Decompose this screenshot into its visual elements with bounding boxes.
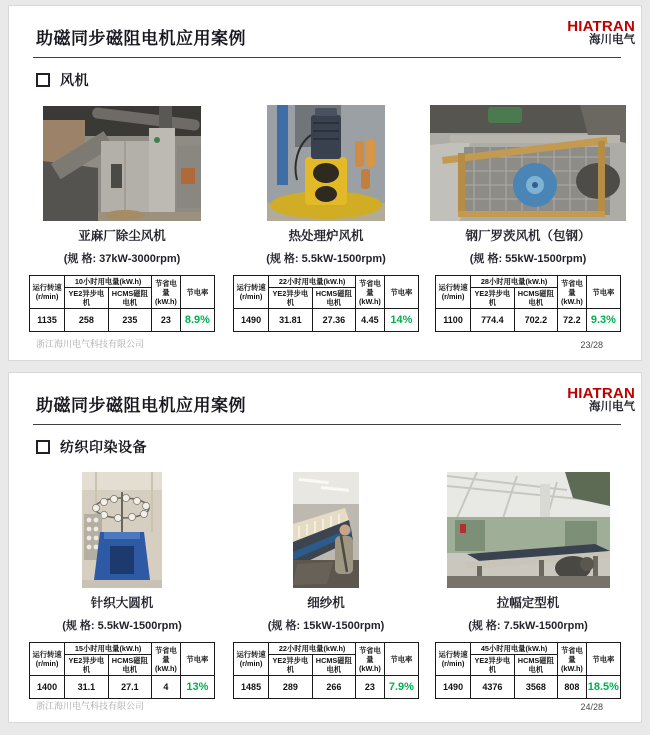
td-rate: 13%	[180, 676, 214, 699]
section-label: 纺织印染设备	[60, 439, 147, 455]
th-hcms: HCMS磁阻电机	[514, 288, 557, 309]
td-rate: 8.9%	[180, 309, 214, 332]
td-hcms: 27.36	[312, 309, 355, 332]
logo-brand-cn-text: 海川电气	[589, 34, 635, 46]
td-ye2: 774.4	[471, 309, 514, 332]
td-rate: 14%	[384, 309, 418, 332]
th-hcms: HCMS磁阻电机	[514, 655, 557, 676]
th-hcms: HCMS磁阻电机	[312, 655, 355, 676]
td-speed: 1485	[234, 676, 269, 699]
section-header	[36, 437, 147, 457]
case-column	[225, 102, 427, 332]
td-saving: 72.2	[558, 309, 587, 332]
case-spec: (规 格: 55kW-1500rpm)	[469, 253, 587, 265]
th-usage: 22小时用电量(kW.h)	[269, 276, 356, 288]
th-saving: 节省电量 (kW.h)	[356, 276, 385, 309]
td-speed: 1400	[30, 676, 65, 699]
td-speed: 1490	[234, 309, 269, 332]
th-usage: 22小时用电量(kW.h)	[269, 643, 356, 655]
footer-page-number: 23/28	[580, 340, 603, 350]
th-hcms: HCMS磁阻电机	[312, 288, 355, 309]
photo-roots-blower	[430, 105, 626, 221]
case-caption: 热处理炉风机	[288, 229, 364, 243]
th-ye2: YE2异步电机	[65, 288, 108, 309]
slide-title: 助磁同步磁阻电机应用案例	[36, 396, 246, 415]
case-caption: 拉幅定型机	[496, 596, 560, 610]
photo-box	[82, 469, 162, 591]
slide-title: 助磁同步磁阻电机应用案例	[36, 29, 246, 48]
photo-spinning-machine	[293, 472, 359, 588]
photo-furnace-fan	[267, 105, 385, 221]
th-rate: 节电率	[180, 643, 214, 676]
photo-box	[430, 102, 626, 224]
td-saving: 4.45	[356, 309, 385, 332]
th-speed: 运行转速 (r/min)	[30, 276, 65, 309]
th-hcms: HCMS磁阻电机	[108, 655, 151, 676]
th-usage: 15小时用电量(kW.h)	[65, 643, 152, 655]
td-ye2: 289	[269, 676, 312, 699]
case-spec: (规 格: 5.5kW-1500rpm)	[266, 253, 386, 265]
th-ye2: YE2异步电机	[269, 288, 312, 309]
photo-flax-dust-fan	[43, 106, 201, 221]
photo-box	[293, 469, 359, 591]
td-saving: 808	[558, 676, 587, 699]
case-spec: (规 格: 5.5kW-1500rpm)	[62, 620, 182, 632]
slide-textile	[8, 372, 642, 723]
square-bullet-icon	[36, 73, 50, 87]
td-hcms: 702.2	[514, 309, 557, 332]
energy-saving-table	[29, 642, 215, 699]
case-column	[429, 469, 627, 699]
th-saving: 节省电量 (kW.h)	[152, 643, 181, 676]
td-saving: 23	[356, 676, 385, 699]
case-caption: 亚麻厂除尘风机	[78, 229, 166, 243]
photo-circular-knitting-machine	[82, 472, 162, 588]
company-logo	[567, 386, 635, 414]
th-rate: 节电率	[586, 643, 620, 676]
footer-page-number: 24/28	[580, 702, 603, 712]
th-ye2: YE2异步电机	[471, 655, 514, 676]
th-hcms: HCMS磁阻电机	[108, 288, 151, 309]
case-spec: (规 格: 7.5kW-1500rpm)	[468, 620, 588, 632]
energy-saving-table	[233, 275, 419, 332]
th-ye2: YE2异步电机	[65, 655, 108, 676]
photo-box	[447, 469, 610, 591]
footer-company: 浙江海川电气科技有限公司	[36, 701, 145, 711]
slide-fans	[8, 5, 642, 361]
company-logo	[567, 19, 635, 47]
th-rate: 节电率	[586, 276, 620, 309]
td-rate: 18.5%	[586, 676, 620, 699]
th-speed: 运行转速 (r/min)	[234, 276, 269, 309]
case-spec: (规 格: 15kW-1500rpm)	[267, 620, 385, 632]
th-usage: 10小时用电量(kW.h)	[65, 276, 152, 288]
section-label: 风机	[60, 72, 89, 88]
td-saving: 23	[152, 309, 181, 332]
square-bullet-icon	[36, 440, 50, 454]
energy-saving-table	[435, 642, 621, 699]
th-rate: 节电率	[180, 276, 214, 309]
td-speed: 1100	[436, 309, 471, 332]
logo-brand-cn-text: 海川电气	[589, 401, 635, 413]
case-caption: 针织大圆机	[90, 596, 154, 610]
case-column	[429, 102, 627, 332]
td-speed: 1135	[30, 309, 65, 332]
th-ye2: YE2异步电机	[471, 288, 514, 309]
photo-box	[43, 102, 201, 224]
section-header	[36, 70, 89, 90]
case-caption: 钢厂罗茨风机（包钢）	[465, 229, 591, 243]
th-saving: 节省电量 (kW.h)	[558, 643, 587, 676]
td-ye2: 4376	[471, 676, 514, 699]
td-hcms: 3568	[514, 676, 557, 699]
title-divider	[33, 57, 621, 58]
td-hcms: 266	[312, 676, 355, 699]
th-rate: 节电率	[384, 643, 418, 676]
th-speed: 运行转速 (r/min)	[30, 643, 65, 676]
case-column	[23, 102, 221, 332]
td-ye2: 31.1	[65, 676, 108, 699]
th-ye2: YE2异步电机	[269, 655, 312, 676]
th-speed: 运行转速 (r/min)	[436, 276, 471, 309]
th-speed: 运行转速 (r/min)	[436, 643, 471, 676]
footer-company: 浙江海川电气科技有限公司	[36, 339, 145, 349]
logo-brand-text: HIATRAN	[567, 18, 635, 35]
td-hcms: 235	[108, 309, 151, 332]
td-rate: 7.9%	[384, 676, 418, 699]
energy-saving-table	[233, 642, 419, 699]
th-usage: 28小时用电量(kW.h)	[471, 276, 558, 288]
th-saving: 节省电量 (kW.h)	[558, 276, 587, 309]
td-hcms: 27.1	[108, 676, 151, 699]
case-column	[23, 469, 221, 699]
title-divider	[33, 424, 621, 425]
energy-saving-table	[435, 275, 621, 332]
case-spec: (规 格: 37kW-3000rpm)	[63, 253, 181, 265]
td-ye2: 258	[65, 309, 108, 332]
photo-stenter-machine	[447, 472, 610, 588]
th-saving: 节省电量 (kW.h)	[152, 276, 181, 309]
case-caption: 细纱机	[307, 596, 345, 610]
th-rate: 节电率	[384, 276, 418, 309]
th-saving: 节省电量 (kW.h)	[356, 643, 385, 676]
td-ye2: 31.81	[269, 309, 312, 332]
logo-brand-text: HIATRAN	[567, 385, 635, 402]
td-rate: 9.3%	[586, 309, 620, 332]
case-column	[225, 469, 427, 699]
th-usage: 45小时用电量(kW.h)	[471, 643, 558, 655]
th-speed: 运行转速 (r/min)	[234, 643, 269, 676]
photo-box	[267, 102, 385, 224]
energy-saving-table	[29, 275, 215, 332]
td-speed: 1490	[436, 676, 471, 699]
td-saving: 4	[152, 676, 181, 699]
